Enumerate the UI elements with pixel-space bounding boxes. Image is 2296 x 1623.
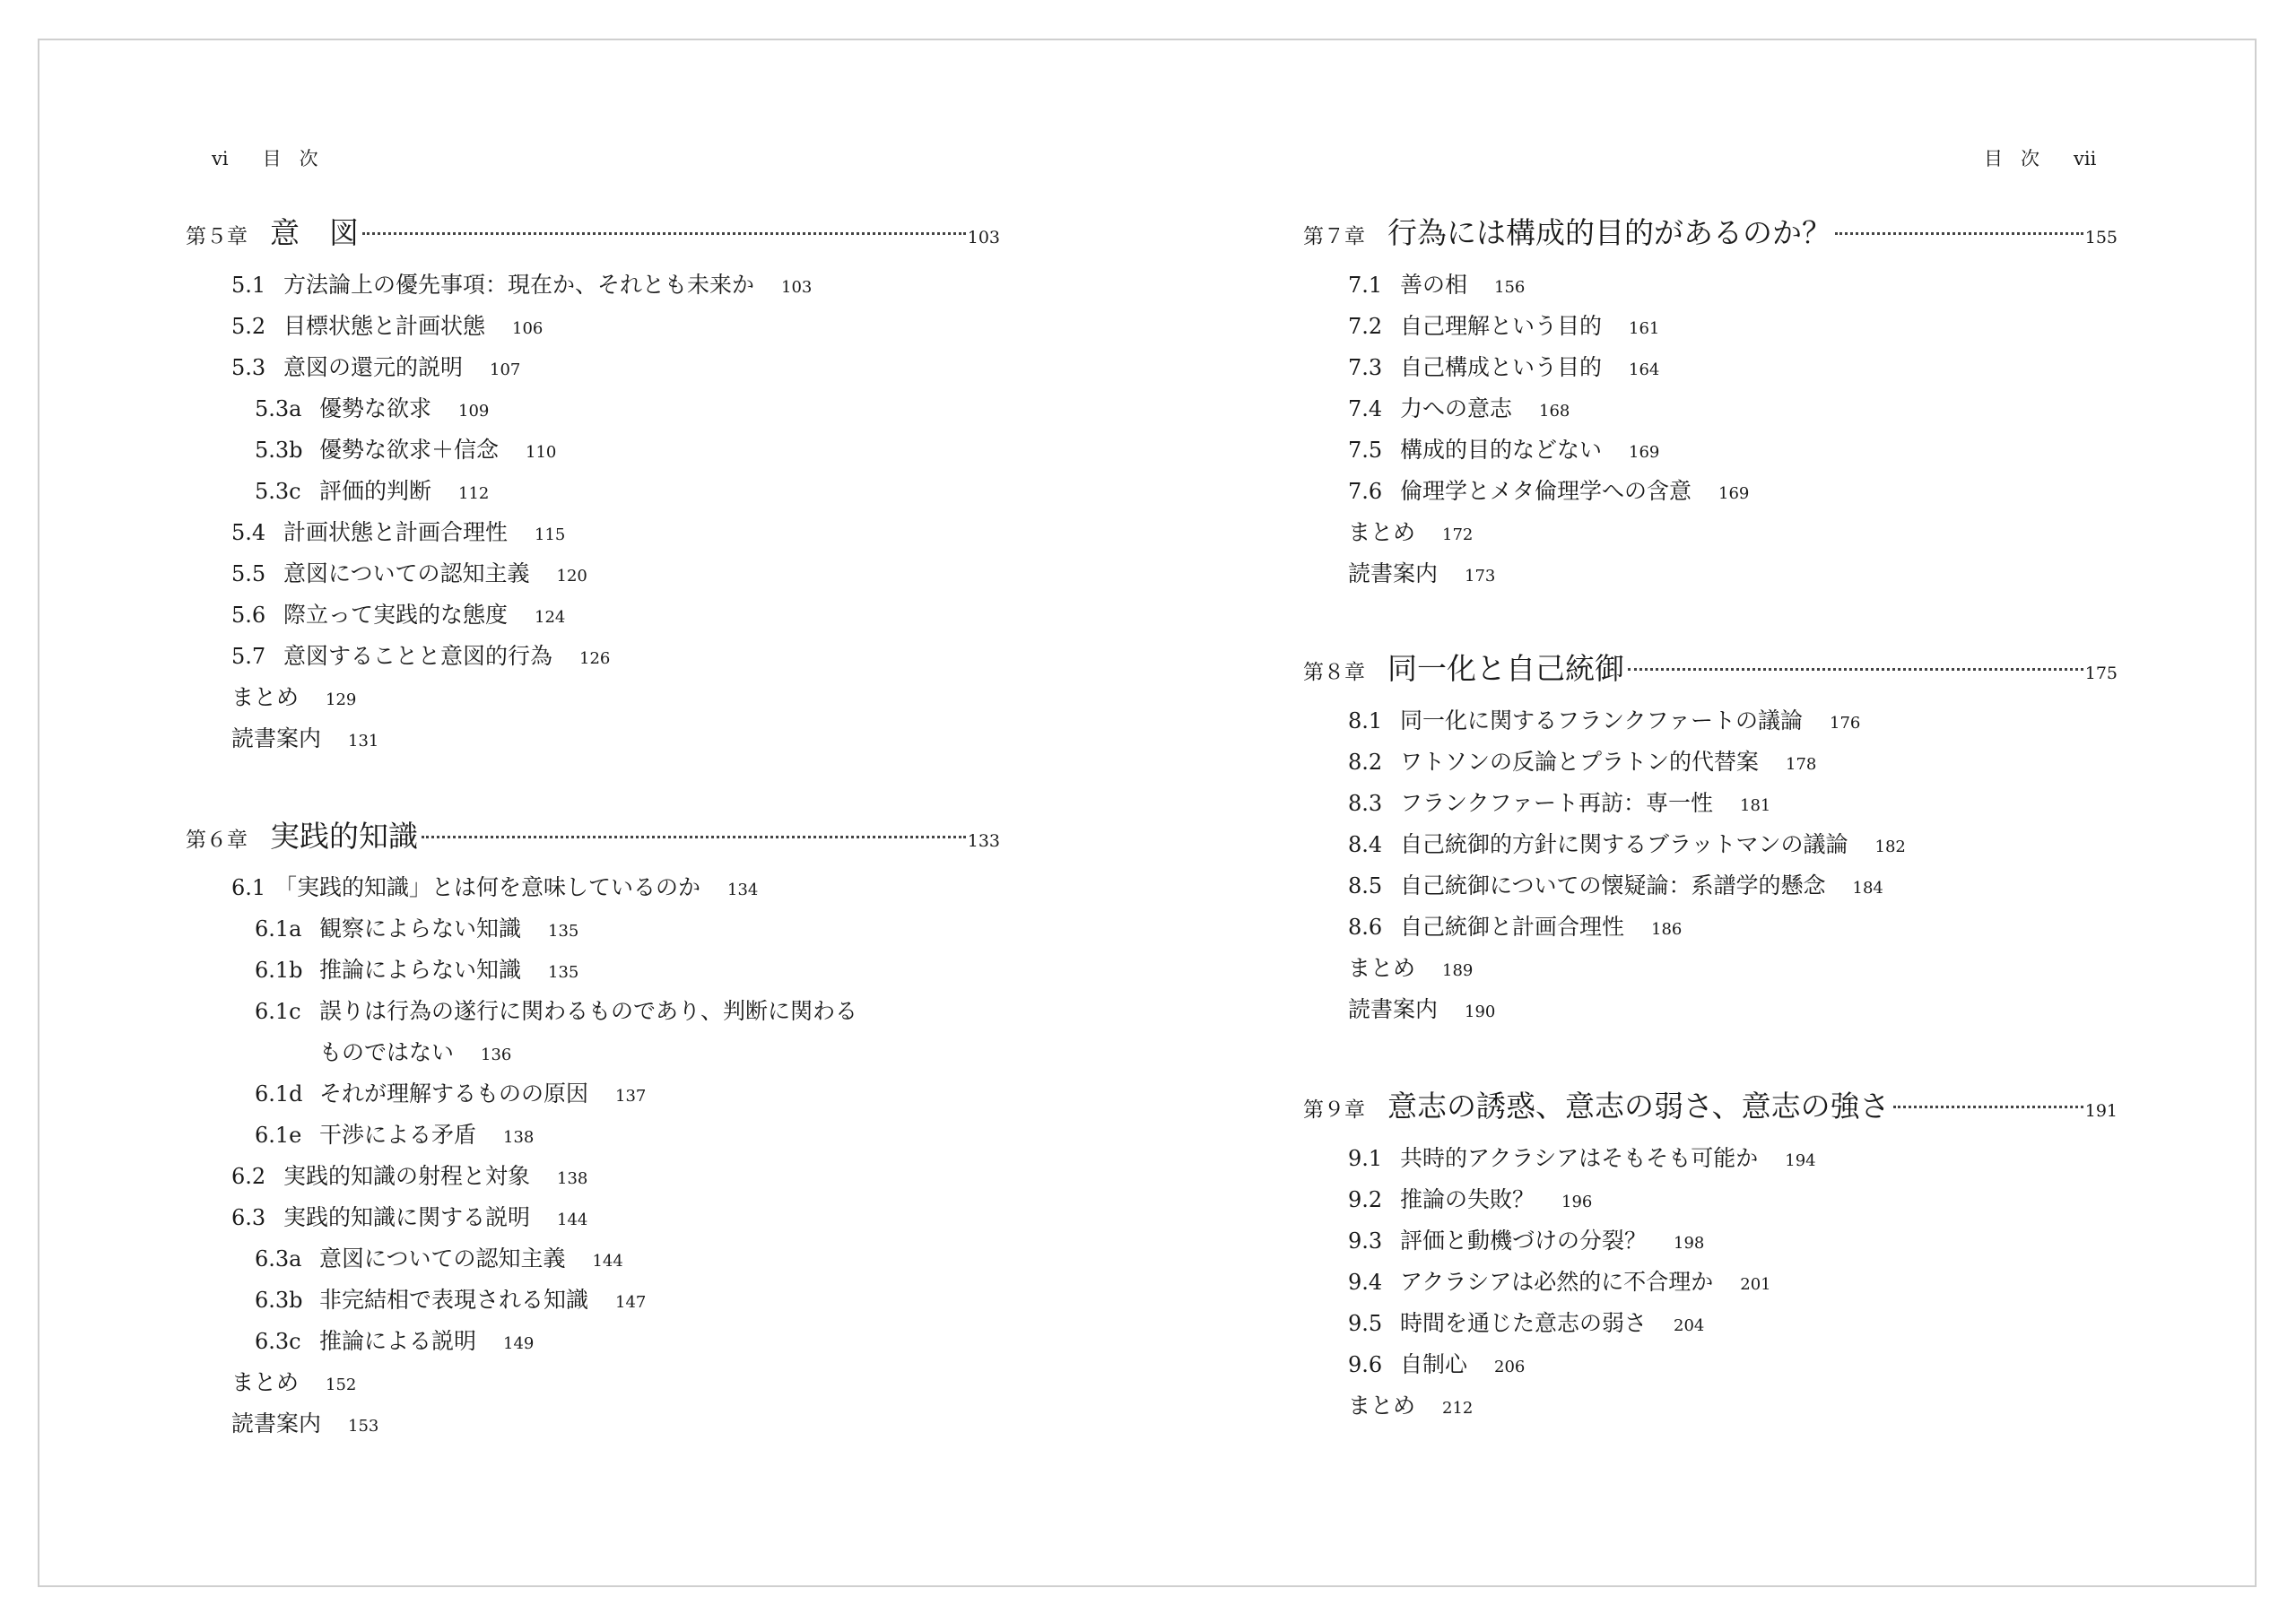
chapter-heading [1303,210,2118,249]
section-title: 善の相 [1400,272,1468,298]
section-number: 7.6 [1348,479,1383,504]
section-page: 169 [1718,484,1750,503]
section-title: 読書案内 [1348,996,1439,1022]
section-page: 120 [556,567,587,586]
section-title: 自己統御についての懐疑論：系譜学的懸念 [1400,872,1826,898]
section-number: 6.1e [255,1123,302,1148]
chapter-title: 意志の誘惑、意志の弱さ、意志の強さ [1387,1089,1890,1124]
section-number: 7.1 [1348,273,1383,298]
section-number: 6.1a [255,916,302,942]
section-number: 5.5 [231,561,266,586]
toc-entry [1348,1347,1525,1388]
toc-entry [1348,267,1525,308]
section-title: まとめ [1348,1393,1416,1419]
section-number: 8.6 [1348,915,1383,940]
toc-summary [231,1365,356,1406]
section-title: 計画状態と計画合理性 [283,519,509,545]
chapter-page: 175 [2084,664,2118,683]
toc-entry [1348,1223,1704,1264]
section-title: 実践的知識の射程と対象 [283,1163,531,1189]
section-number: 5.1 [231,273,266,298]
section-title: 推論の失敗？ [1400,1186,1535,1212]
toc-subentry [255,1324,534,1365]
section-title: フランクファート再訪：専一性 [1400,790,1714,816]
toc-entry [231,1159,587,1200]
chapter-heading [186,210,1000,249]
section-page: 149 [503,1334,535,1353]
toc-entry [1348,909,1682,950]
section-page: 161 [1629,319,1660,338]
section-title: 干渉による矛盾 [319,1122,477,1148]
section-title: 自制心 [1400,1351,1468,1377]
toc-entry [231,556,587,597]
section-page: 172 [1442,525,1474,544]
section-title: 自己統御的方針に関するブラットマンの議論 [1400,831,1848,857]
toc-entry [1348,785,1770,827]
section-number: 5.3a [255,396,302,421]
section-title: 力への意志 [1400,395,1513,421]
section-title: 自己理解という目的 [1400,313,1603,339]
toc-subentry [255,432,556,473]
section-title: 読書案内 [231,725,322,751]
section-title: 共時的アクラシアはそもそも可能か [1400,1145,1759,1171]
section-page: 194 [1785,1151,1816,1170]
chapter-page: 191 [2084,1101,2118,1121]
section-number: 5.6 [231,603,266,628]
chapter-number: 第６章 [186,829,248,852]
toc-entry [1348,868,1883,909]
section-page: 134 [727,881,759,899]
toc-summary [231,680,356,721]
section-title: 推論による説明 [319,1328,477,1354]
dot-leader [1628,668,2083,671]
section-number: 6.2 [231,1164,266,1189]
toc-entry [1348,391,1570,432]
section-number: 6.3c [255,1329,301,1354]
toc-subentry [255,473,489,515]
section-page: 152 [326,1376,357,1394]
section-title: 実践的知識に関する説明 [283,1204,531,1230]
toc-subentry [255,1076,646,1117]
toc-subentry [255,911,578,952]
section-title: 意図の還元的説明 [283,354,464,380]
section-number: 7.3 [1348,355,1383,380]
header-title-1: 目 [1984,148,2003,169]
section-number: 6.3b [255,1288,303,1313]
section-page: 182 [1874,838,1906,856]
toc-entry [1348,308,1659,350]
section-number: 5.2 [231,314,266,339]
toc-entry [1348,827,1906,868]
section-page: 112 [458,484,490,503]
toc-entry [1348,1306,1704,1347]
chapter-page: 155 [2084,228,2118,247]
toc-reading-guide [231,1406,378,1447]
section-title: 同一化に関するフランクファートの議論 [1400,707,1804,733]
section-page: 156 [1494,278,1526,297]
section-page: 144 [592,1252,623,1271]
chapter-number: 第９章 [1303,1098,1365,1122]
section-page: 168 [1539,402,1570,421]
section-page: 189 [1442,961,1474,980]
toc-subentry [255,1241,623,1282]
section-page: 144 [557,1211,588,1229]
section-page: 110 [526,443,557,462]
toc-entry [1348,1141,1816,1182]
section-title: 読書案内 [231,1410,322,1436]
dot-leader [422,836,966,838]
toc-reading-guide [231,721,378,762]
section-number: 7.5 [1348,438,1383,463]
section-page: 201 [1740,1275,1771,1294]
section-number: 5.3b [255,438,303,463]
section-page: 106 [512,319,544,338]
section-number: 6.1b [255,958,303,983]
section-number: 8.5 [1348,873,1383,898]
section-number: 5.3 [231,355,266,380]
toc-entry [231,597,565,638]
section-page: 173 [1465,567,1496,586]
section-title: 評価と動機づけの分裂？ [1400,1228,1648,1254]
chapter-number: 第７章 [1303,225,1365,248]
section-title: まとめ [231,1369,300,1395]
section-title: まとめ [1348,519,1416,545]
toc-entry [231,267,812,308]
toc-subentry [255,952,578,994]
section-number: 9.1 [1348,1146,1383,1171]
section-number: 8.4 [1348,832,1383,857]
section-number: 8.1 [1348,708,1383,733]
toc-summary [1348,1388,1473,1429]
toc-subentry [255,391,489,432]
section-number: 9.2 [1348,1187,1383,1212]
running-header-left [212,144,318,171]
toc-summary [1348,950,1473,992]
section-title: 優勢な欲求 [319,395,432,421]
toc-entry [231,870,758,911]
toc-entry [231,515,565,556]
section-page: 181 [1740,796,1771,815]
chapter-page: 133 [967,831,1000,851]
section-page: 126 [579,649,611,668]
section-title: 「実践的知識」とは何を意味しているのか [274,874,701,900]
chapter-title: 実践的知識 [270,819,418,854]
chapter-heading [1303,1083,2118,1123]
section-title: 倫理学とメタ倫理学への含意 [1400,478,1692,504]
toc-reading-guide [1348,556,1495,597]
chapter-title: 意 図 [270,215,359,250]
section-title: 構成的目的などない [1400,437,1603,463]
running-header-right [1984,144,2096,171]
section-page: 206 [1494,1358,1526,1376]
section-number: 7.4 [1348,396,1383,421]
section-title: 優勢な欲求＋信念 [319,437,500,463]
page-number: vi [212,148,229,169]
section-number: 8.3 [1348,791,1383,816]
section-title: 方法論上の優先事項：現在か、それとも未来か [283,272,755,298]
toc-subentry [255,1117,534,1159]
toc-entry [231,308,543,350]
section-page: 115 [535,525,566,544]
section-number: 7.2 [1348,314,1383,339]
chapter-heading [186,813,1000,853]
section-number: 6.1c [255,999,301,1024]
section-title: それが理解するものの原因 [319,1081,589,1107]
section-number: 5.3c [255,479,301,504]
toc-subentry [255,1282,646,1324]
section-page: 176 [1830,714,1861,733]
section-title: ワトソンの反論とプラトン的代替案 [1400,749,1760,775]
section-title: 観察によらない知識 [319,916,522,942]
section-page: 131 [348,732,379,751]
dot-leader [362,232,966,235]
section-number: 5.4 [231,520,266,545]
dot-leader [1893,1106,2083,1108]
section-number: 6.1d [255,1081,303,1107]
toc-entry [231,350,520,391]
section-page: 196 [1561,1193,1593,1211]
section-title: 時間を通じた意志の弱さ [1400,1310,1648,1336]
section-page: 204 [1674,1316,1705,1335]
section-title: アクラシアは必然的に不合理か [1400,1269,1714,1295]
section-title: まとめ [1348,955,1416,981]
section-number: 9.6 [1348,1352,1383,1377]
section-page: 184 [1852,879,1883,898]
section-number: 8.2 [1348,750,1383,775]
chapter-page: 103 [967,228,1000,247]
section-number: 5.7 [231,644,266,669]
section-page: 136 [481,1046,512,1064]
section-page: 186 [1651,920,1683,939]
section-page: 135 [548,963,579,982]
section-title: 目標状態と計画状態 [283,313,486,339]
dot-leader [1835,232,2083,235]
section-page: 147 [615,1293,647,1312]
toc-entry [231,638,610,680]
page-number: vii [2074,148,2097,169]
toc-reading-guide [1348,992,1495,1033]
toc-entry [1348,432,1659,473]
section-number: 6.1 [231,875,266,900]
header-title-1: 目 [262,148,282,169]
section-title: 誤りは行為の遂行に関わるものであり、判断に関わる [319,998,858,1024]
chapter-title: 行為には構成的目的があるのか？ [1387,215,1831,250]
section-page: 164 [1629,360,1660,379]
section-page: 190 [1465,1002,1496,1021]
toc-entry [1348,350,1659,391]
chapter-number: 第８章 [1303,661,1365,684]
toc-entry [1348,473,1749,515]
section-page: 107 [490,360,521,379]
section-page: 138 [503,1128,535,1147]
header-title-2: 次 [2021,148,2039,169]
section-number: 6.3a [255,1246,302,1271]
toc-entry [231,1200,587,1241]
chapter-heading [1303,646,2118,685]
section-page: 103 [781,278,813,297]
section-title: 際立って実践的な態度 [283,602,509,628]
section-number: 9.5 [1348,1311,1383,1336]
section-page: 153 [348,1417,379,1436]
toc-summary [1348,515,1473,556]
section-page: 129 [326,690,357,709]
section-page: 169 [1629,443,1660,462]
section-title: 読書案内 [1348,560,1439,586]
section-title: 意図することと意図的行為 [283,643,553,669]
section-title: 意図についての認知主義 [319,1245,566,1271]
section-page: 137 [615,1087,647,1106]
toc-entry [1348,1264,1771,1306]
section-title: まとめ [231,684,300,710]
section-number: 6.3 [231,1205,266,1230]
section-title: 意図についての認知主義 [283,560,530,586]
toc-entry [1348,744,1816,785]
section-page: 138 [557,1169,588,1188]
section-page: 178 [1786,755,1817,774]
toc-entry [1348,1182,1592,1223]
section-page: 135 [548,922,579,941]
section-title: 評価的判断 [319,478,432,504]
section-page: 198 [1674,1234,1705,1253]
header-title-2: 次 [299,148,318,169]
toc-entry [1348,703,1860,744]
section-page: 109 [458,402,490,421]
chapter-title: 同一化と自己統御 [1387,651,1624,686]
section-title: 推論によらない知識 [319,957,522,983]
toc-subentry-continued [319,1035,511,1076]
section-title: 非完結相で表現される知識 [319,1287,589,1313]
right-page [1148,0,2296,1623]
section-page: 124 [535,608,566,627]
section-title: 自己統御と計画合理性 [1400,914,1625,940]
section-title: ものではない [319,1039,455,1065]
section-number: 9.3 [1348,1228,1383,1254]
section-title: 自己構成という目的 [1400,354,1603,380]
section-page: 212 [1442,1399,1474,1418]
toc-subentry [255,994,857,1035]
section-number: 9.4 [1348,1270,1383,1295]
chapter-number: 第５章 [186,225,248,248]
